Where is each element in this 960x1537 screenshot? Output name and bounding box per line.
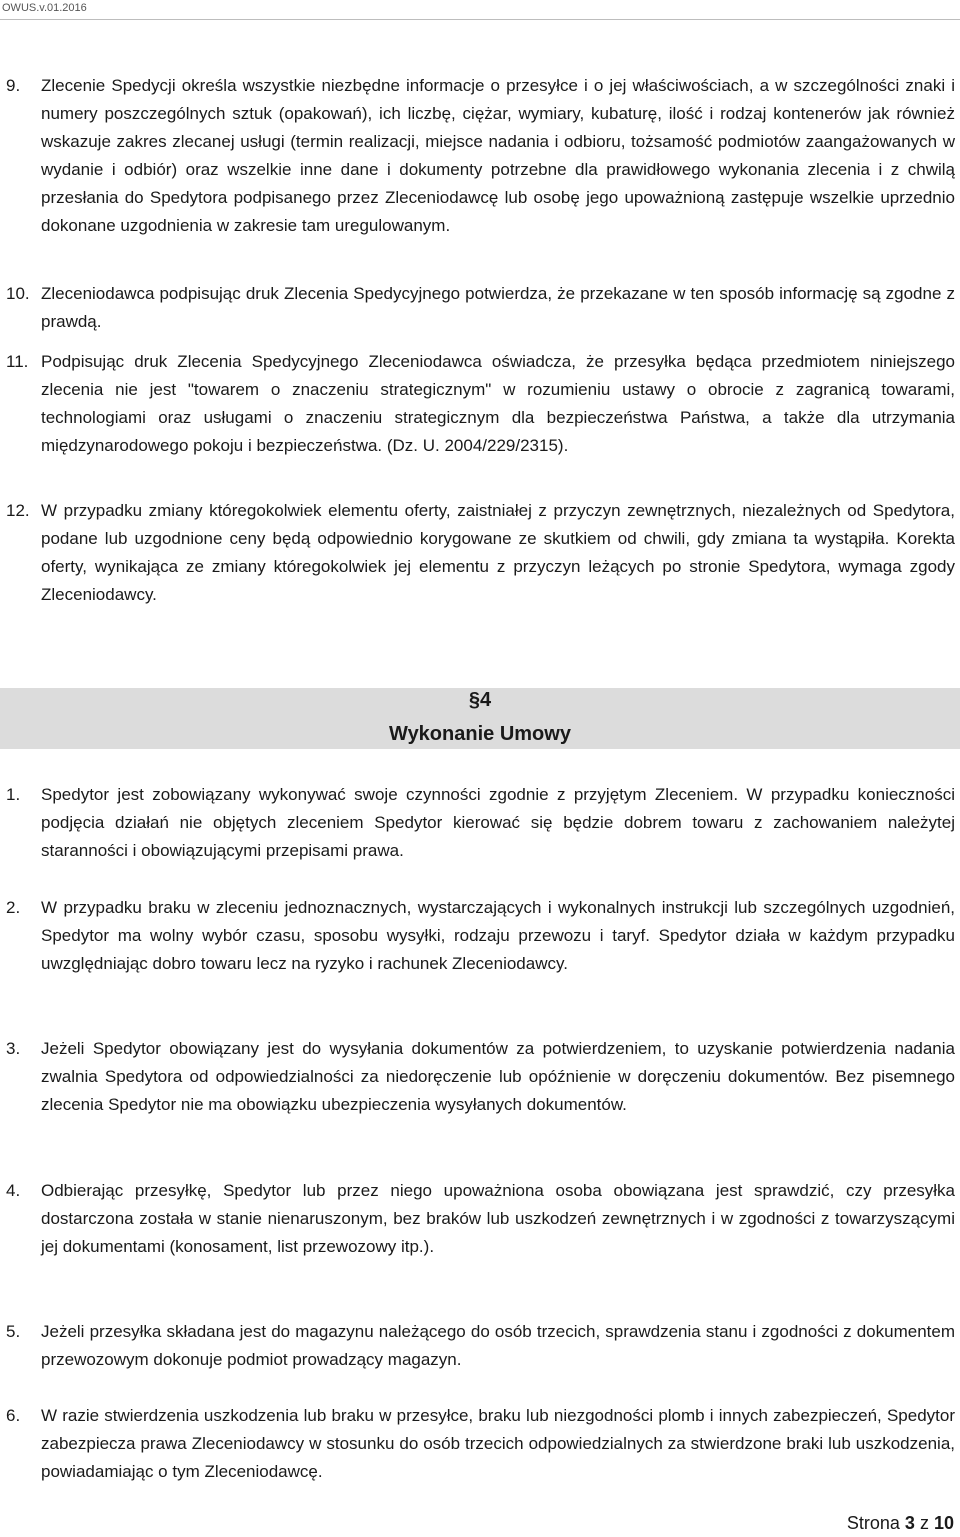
item-number: 2. bbox=[6, 898, 21, 917]
item-text: Zlecenie Spedycji określa wszystkie niezbędne informacje o przesyłce i o jej właściwościach, a w szczególności znaki i numery poszczególnych sztuk (opakowań), ich liczbę, ciężar, wymiary, kubaturę, ilość i rodzaj kontenerów jak również wskazuje zakres zlecanej usługi (termin realizacji, miejsce nadania i odbioru, tożsamość podmiotów zaangażowanych w wydanie i odbiór) oraz wszelkie inne dane i dokumenty potrzebne dla prawidłowego wykonania zlecenia i z chwilą przesłania do Spedytora podpisanego przez Zleceniodawcę lub osobę jego upoważnioną zastępuje wszelkie uprzednio dokonane uzgodnienia w zakresie tam uregulowanym. bbox=[41, 76, 955, 235]
page-separator: z bbox=[919, 1513, 929, 1533]
item-number: 9. bbox=[6, 76, 21, 95]
item-text: W przypadku zmiany któregokolwiek elementu oferty, zaistniałej z przyczyn zewnętrznych, niezależnych od Spedytora, podane lub uzgodnione ceny będą odpowiednio korygowane ze skutkiem od chwili, gdy zmiana ta wystąpiła. Korekta oferty, wynikająca ze zmiany któregokolwiek jej elementu z przyczyn leżących po stronie Spedytora, wymaga zgody Zleceniodawcy. bbox=[41, 501, 955, 604]
item-text: Zleceniodawca podpisując druk Zlecenia Spedycyjnego potwierdza, że przekazane w ten sposób informację są zgodne z prawdą. bbox=[41, 284, 955, 331]
section-title: Wykonanie Umowy bbox=[389, 723, 571, 745]
paragraph-6 bbox=[0, 1402, 960, 1486]
item-number: 12. bbox=[6, 501, 30, 520]
paragraph-3 bbox=[0, 1035, 960, 1119]
item-number: 3. bbox=[6, 1039, 21, 1058]
item-text: Odbierając przesyłkę, Spedytor lub przez niego upoważniona osoba obowiązana jest sprawdzić, czy przesyłka dostarczona została w stanie nienaruszonym, bez braków lub uszkodzeń zewnętrznych i w zgodności z towarzyszącymi jej dokumentami (konosament, list przewozowy itp.). bbox=[41, 1181, 955, 1256]
paragraph-10 bbox=[0, 280, 960, 336]
paragraph-2 bbox=[0, 894, 960, 978]
paragraph-9 bbox=[0, 72, 960, 240]
item-text: Jeżeli przesyłka składana jest do magazynu należącego do osób trzecich, sprawdzenia stanu i zgodności z dokumentem przewozowym dokonuje podmiot prowadzący magazyn. bbox=[41, 1322, 955, 1369]
item-number: 1. bbox=[6, 785, 21, 804]
item-number: 4. bbox=[6, 1181, 21, 1200]
header-divider bbox=[0, 19, 960, 20]
item-text: Podpisując druk Zlecenia Spedycyjnego Zleceniodawca oświadcza, że przesyłka będąca przedmiotem niniejszego zlecenia nie jest "towarem o znaczeniu strategicznym" w rozumieniu ustawy o obrocie z zagranicą towarami, technologiami oraz usługami o znaczeniu strategicznym dla bezpieczeństwa Państwa, a także dla utrzymania międzynarodowego pokoju i bezpieczeństwa. (Dz. U. 2004/229/2315). bbox=[41, 352, 955, 455]
paragraph-5 bbox=[0, 1318, 960, 1374]
paragraph-11 bbox=[0, 348, 960, 460]
item-number: 10. bbox=[6, 284, 30, 303]
item-number: 11. bbox=[6, 352, 29, 371]
item-text: W razie stwierdzenia uszkodzenia lub braku w przesyłce, braku lub niezgodności plomb i innych zabezpieczeń, Spedytor zabezpiecza prawa Zleceniodawcy w stosunku do osób trzecich odpowiedzialnych za stwierdzone braki lub uszkodzenia, powiadamiając o tym Zleceniodawcę. bbox=[41, 1406, 955, 1481]
document-code: OWUS.v.01.2016 bbox=[2, 2, 87, 14]
paragraph-4 bbox=[0, 1177, 960, 1261]
item-text: Jeżeli Spedytor obowiązany jest do wysyłania dokumentów za potwierdzeniem, to uzyskanie potwierdzenia nadania zwalnia Spedytora od odpowiedzialności za niedoręczenie lub opóźnienie w doręczeniu dokumentów. Bez pisemnego zlecenia Spedytor nie ma obowiązku ubezpieczenia wysyłanych dokumentów. bbox=[41, 1039, 955, 1114]
paragraph-1 bbox=[0, 781, 960, 865]
item-text: W przypadku braku w zleceniu jednoznacznych, wystarczających i wykonalnych instrukcji lub szczególnych uzgodnień, Spedytor ma wolny wybór czasu, sposobu wysyłki, rodzaju przewozu i taryf. Spedytor działa w każdym przypadku uwzględniając dobro towaru lecz na ryzyko i rachunek Zleceniodawcy. bbox=[41, 898, 955, 973]
item-text: Spedytor jest zobowiązany wykonywać swoje czynności zgodnie z przyjętym Zleceniem. W przypadku konieczności podjęcia działań nie objętych zleceniem Spedytor kierować się będzie dobrem towaru z zachowaniem należytej staranności i obowiązującymi przepisami prawa. bbox=[41, 785, 955, 860]
page-total: 10 bbox=[933, 1513, 954, 1533]
item-number: 5. bbox=[6, 1322, 21, 1341]
paragraph-12 bbox=[0, 497, 960, 609]
page-indicator bbox=[847, 1511, 954, 1535]
item-number: 6. bbox=[6, 1406, 21, 1425]
page-current: 3 bbox=[904, 1513, 915, 1533]
section-number: §4 bbox=[468, 689, 492, 711]
page-label: Strona bbox=[846, 1513, 900, 1533]
